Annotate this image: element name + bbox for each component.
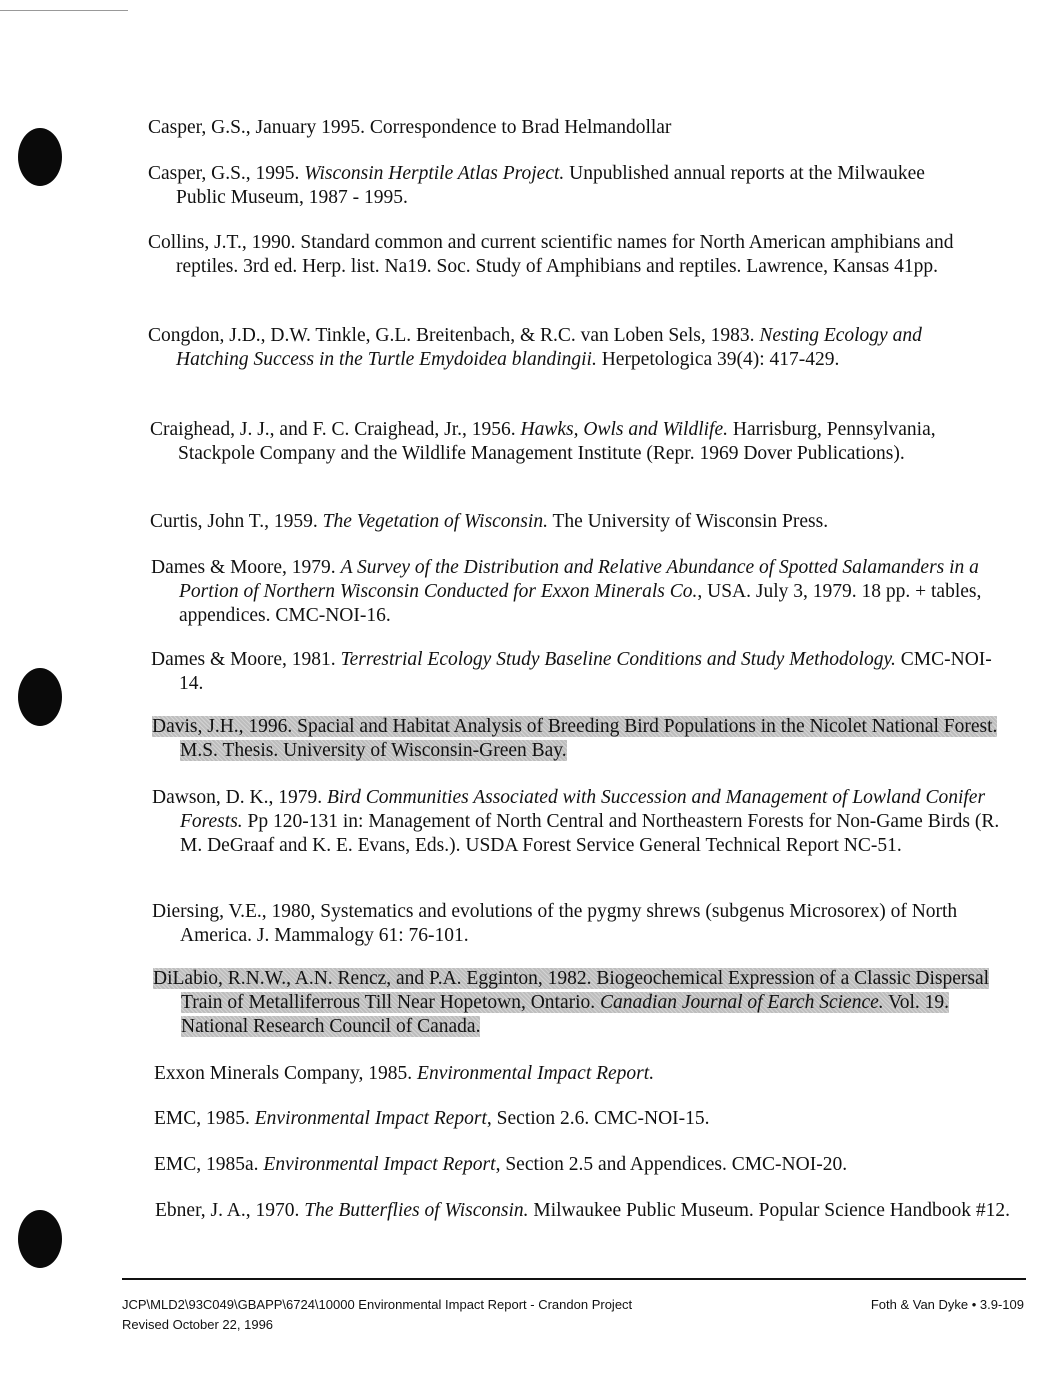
reference-entry-highlighted [152, 715, 1010, 763]
reference-entry [154, 1153, 1012, 1177]
reference-text: Casper, G.S., January 1995. Correspondence to Brad Helmandollar [148, 117, 672, 138]
reference-entry [155, 1199, 1013, 1223]
reference-text: The University of Wisconsin Press. [547, 511, 829, 532]
footer-left [122, 1295, 632, 1335]
reference-entry [151, 648, 1009, 696]
footer-revised-date: Revised October 22, 1996 [122, 1317, 274, 1332]
footer-file-path: JCP\MLD2\93C049\GBAPP\6724\10000 Environmental Impact Report - Crandon Project [122, 1297, 633, 1312]
reference-title: Hawks, Owls and Wildlife. [520, 419, 728, 440]
reference-title: Environmental Impact Report. [417, 1063, 655, 1084]
reference-title: Bird Communities Associated with Succession and Management of Lowland Conifer Forests. [180, 787, 986, 832]
reference-text: EMC, 1985a. [154, 1154, 264, 1175]
reference-text: Dames & Moore, 1981. [151, 649, 341, 670]
reference-entry [148, 231, 976, 279]
reference-text: Dawson, D. K., 1979. [152, 787, 327, 808]
footer-page-id: Foth & Van Dyke • 3.9-109 [870, 1297, 1024, 1312]
reference-entry [150, 510, 1004, 534]
reference-entry [152, 900, 1010, 948]
reference-text: Herpetologica 39(4): 417-429. [596, 349, 840, 370]
reference-title: Nesting Ecology and Hatching Success in the Turtle Emydoidea blandingii. [176, 325, 922, 370]
reference-entry [152, 786, 1010, 858]
reference-text: Casper, G.S., 1995. [148, 163, 305, 184]
reference-entry [148, 324, 976, 372]
reference-title: Canadian Journal of Earch Science. [600, 992, 884, 1013]
reference-text: Dames & Moore, 1979. [151, 557, 341, 578]
reference-title: The Butterflies of Wisconsin. [304, 1200, 529, 1221]
reference-entry [154, 1107, 1012, 1131]
reference-text: Unpublished annual reports at the Milwaukee Public Museum, 1987 - 1995. [176, 163, 925, 208]
reference-text: Curtis, John T., 1959. [150, 511, 323, 532]
reference-text: EMC, 1985. [154, 1108, 255, 1129]
binder-hole-3 [18, 1210, 62, 1268]
reference-entry [151, 556, 1009, 628]
reference-title: Environmental Impact Report [254, 1108, 487, 1129]
reference-text: Davis, J.H., 1996. Spacial and Habitat Analysis of Breeding Bird Populations in the Nicolet National Forest. M.S. Thesis. University of Wisconsin-Green Bay. [152, 716, 998, 761]
reference-text: DiLabio, R.N.W., A.N. Rencz, and P.A. Egginton, 1982. Biogeochemical Expression of a Classic Dispersal Train of Metalliferrous Till Near Hopetown, Ontario. [153, 968, 990, 1013]
footer-rule [122, 1278, 1026, 1280]
reference-text: CMC-NOI-14. [179, 649, 992, 694]
reference-text: Craighead, J. J., and F. C. Craighead, Jr., 1956. [150, 419, 521, 440]
reference-text: , Section 2.5 and Appendices. CMC-NOI-20. [495, 1154, 848, 1175]
reference-entry [154, 1062, 1012, 1086]
binder-hole-2 [18, 668, 62, 726]
reference-text: , USA. July 3, 1979. 18 pp. + tables, appendices. CMC-NOI-16. [179, 581, 982, 626]
reference-text: , Section 2.6. CMC-NOI-15. [486, 1108, 710, 1129]
reference-text: Milwaukee Public Museum. Popular Science Handbook #12. [528, 1200, 1010, 1221]
top-margin-rule [0, 10, 128, 11]
reference-text: Vol. 19. National Research Council of Canada. [181, 992, 950, 1037]
reference-title: Terrestrial Ecology Study Baseline Conditions and Study Methodology. [340, 649, 896, 670]
reference-text: Exxon Minerals Company, 1985. [154, 1063, 418, 1084]
reference-title: Environmental Impact Report [263, 1154, 496, 1175]
reference-entry [148, 116, 976, 140]
reference-title: A Survey of the Distribution and Relative Abundance of Spotted Salamanders in a Portion of Northern Wisconsin Conducted for Exxon Minerals Co. [179, 557, 979, 602]
reference-text: Collins, J.T., 1990. Standard common and current scientific names for North American amphibians and reptiles. 3rd ed. Herp. list. Na19. Soc. Study of Amphibians and reptiles. Lawrence, Kansas 41pp. [148, 232, 954, 277]
reference-text: Diersing, V.E., 1980, Systematics and evolutions of the pygmy shrews (subgenus Microsorex) of North America. J. Mammalogy 61: 76-101. [152, 901, 958, 946]
reference-title: Wisconsin Herptile Atlas Project. [304, 163, 565, 184]
reference-entry [148, 162, 976, 210]
reference-text: Ebner, J. A., 1970. [155, 1200, 305, 1221]
reference-title: The Vegetation of Wisconsin. [322, 511, 548, 532]
binder-hole-1 [18, 128, 62, 186]
reference-entry [150, 418, 1004, 466]
reference-text: Pp 120-131 in: Management of North Central and Northeastern Forests for Non-Game Birds (R. M. DeGraaf and K. E. Evans, Eds.). USDA Forest Service General Technical Report NC-51. [180, 811, 1000, 856]
reference-text: Congdon, J.D., D.W. Tinkle, G.L. Breitenbach, & R.C. van Loben Sels, 1983. [148, 325, 760, 346]
reference-text: Harrisburg, Pennsylvania, Stackpole Company and the Wildlife Management Institute (Repr. 1969 Dover Publications). [178, 419, 936, 464]
reference-entry-highlighted [153, 967, 1021, 1039]
